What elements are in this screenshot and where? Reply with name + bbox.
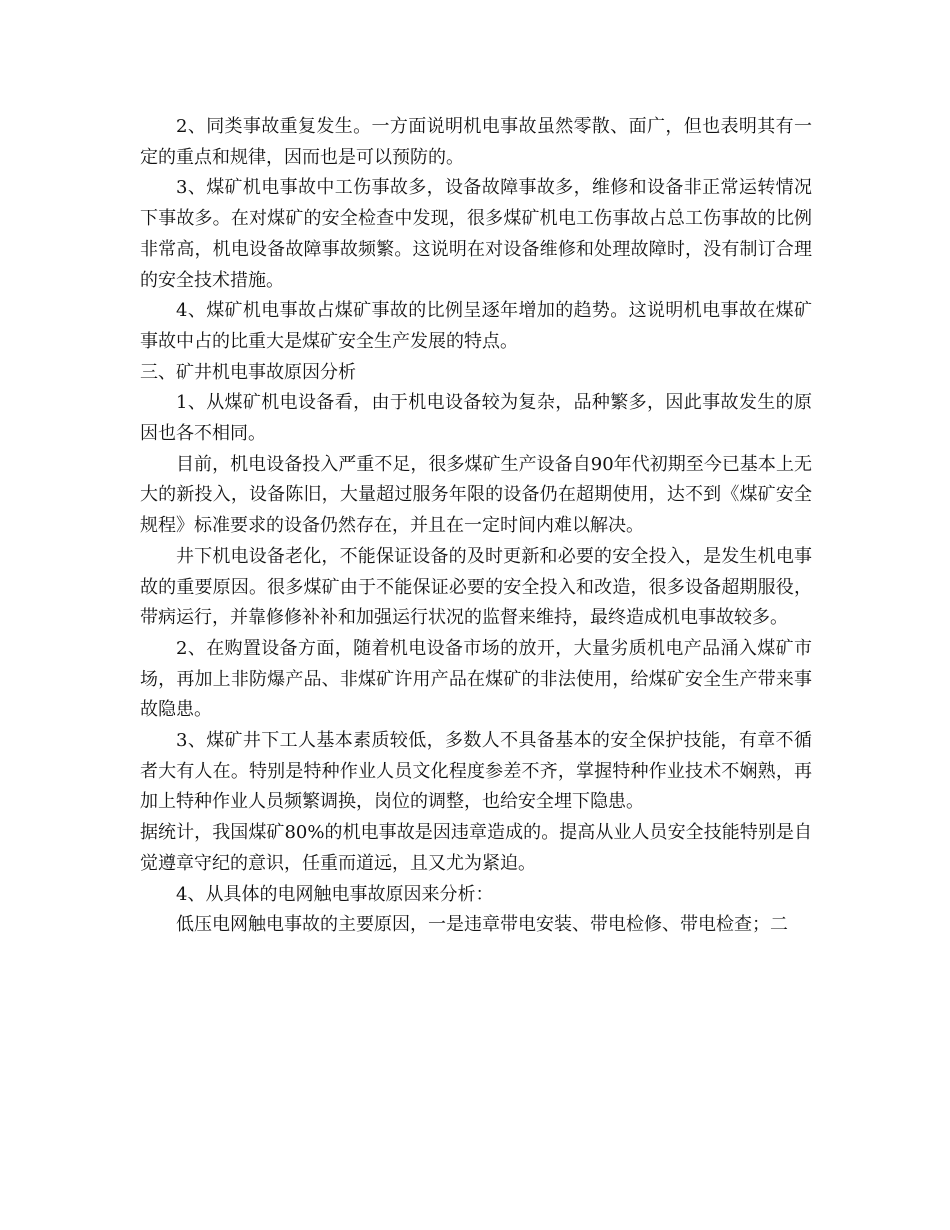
section-heading-cause-analysis: 三、矿井机电事故原因分析 [140,361,356,383]
paragraph-increasing-trend: 4、煤矿机电事故占煤矿事故的比例呈逐年增加的趋势。这说明机电事故在煤矿事故中占的比重大是煤矿安全生产发展的特点。 [140,300,812,352]
paragraph-equipment-complexity: 1、从煤矿机电设备看，由于机电设备较为复杂，品种繁多，因此事故发生的原因也各不相同。 [140,392,812,445]
paragraph-insufficient-investment: 目前，机电设备投入严重不足，很多煤矿生产设备自90年代初期至今已基本上无大的新投入，设备陈旧，大量超过服务年限的设备仍在超期使用，达不到《煤矿安全规程》标准要求的设备仍然存在，并且在一定时间内难以解决。 [140,453,812,537]
paragraph-recurring-accidents: 2、同类事故重复发生。一方面说明机电事故虽然零散、面广，但也表明其有一定的重点和规律，因而也是可以预防的。 [140,116,812,168]
paragraph-aging-equipment: 井下机电设备老化，不能保证设备的及时更新和必要的安全投入，是发生机电事故的重要原因。很多煤矿由于不能保证必要的安全投入和改造，很多设备超期服役，带病运行，并靠修修补补和加强运行状况的监督来维持，最终造成机电事故较多。 [140,545,812,629]
document-page [140,112,812,941]
paragraph-equipment-purchasing: 2、在购置设备方面，随着机电设备市场的放开，大量劣质机电产品涌入煤矿市场，再加上非防爆产品、非煤矿许用产品在煤矿的非法使用，给煤矿安全生产带来事故隐患。 [140,637,812,721]
paragraph-injury-accidents: 3、煤矿机电事故中工伤事故多，设备故障事故多，维修和设备非正常运转情况下事故多。在对煤矿的安全检查中发现，很多煤矿机电工伤事故占总工伤事故的比例非常高，机电设备故障事故频繁。这说明在对设备维修和处理故障时，没有制订合理的安全技术措施。 [140,177,812,291]
paragraph-low-voltage-causes: 低压电网触电事故的主要原因，一是违章带电安装、带电检修、带电检查；二 [176,914,788,936]
paragraph-electrocution-causes: 4、从具体的电网触电事故原因来分析： [176,883,494,905]
paragraph-statistics: 据统计，我国煤矿80%的机电事故是因违章造成的。提高从业人员安全技能特别是自觉遵章守纪的意识，任重而道远，且又尤为紧迫。 [140,822,812,874]
paragraph-worker-quality: 3、煤矿井下工人基本素质较低，多数人不具备基本的安全保护技能，有章不循者大有人在。特别是特种作业人员文化程度参差不齐，掌握特种作业技术不娴熟，再加上特种作业人员频繁调换，岗位的调整，也给安全埋下隐患。 [140,730,812,813]
